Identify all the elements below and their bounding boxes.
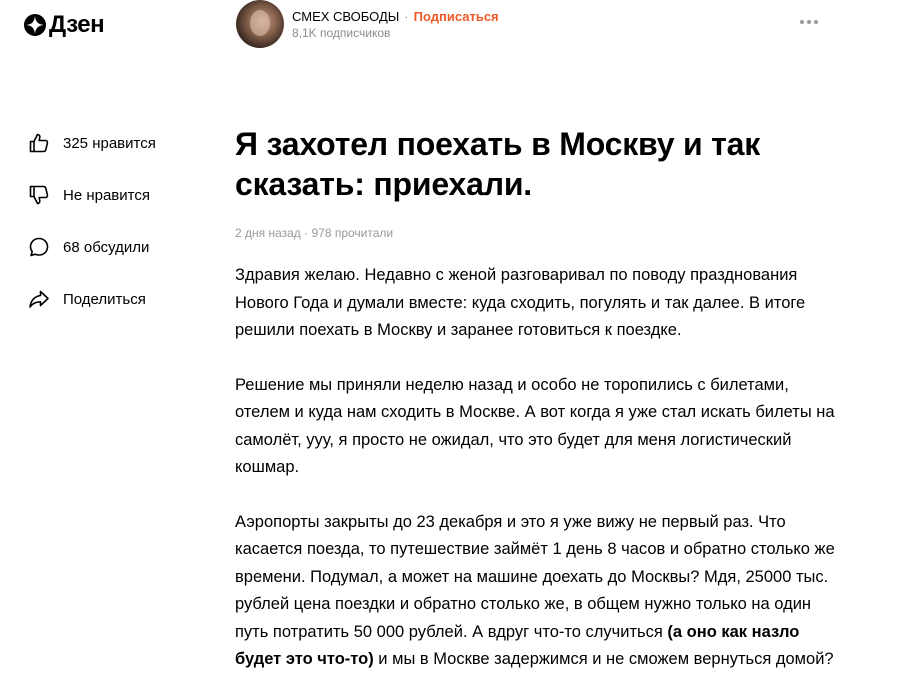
dislike-label: Не нравится <box>63 186 150 204</box>
more-dot-icon <box>814 20 818 24</box>
share-button[interactable] <box>27 285 156 313</box>
more-dot-icon <box>807 20 811 24</box>
thumbs-up-icon <box>27 131 51 155</box>
article-paragraph <box>235 509 845 674</box>
more-dot-icon <box>800 20 804 24</box>
subscribe-button[interactable]: Подписаться <box>413 9 499 24</box>
dzen-logo[interactable] <box>24 13 104 37</box>
paragraph-text: и мы в Москве задержимся и не сможем вернуться домой? <box>373 650 834 668</box>
article-title: Я захотел поехать в Москву и так сказать: приехали. <box>235 126 761 202</box>
comments-label: 68 обсудили <box>63 238 150 256</box>
article-meta: 2 дня назад · 978 прочитали <box>235 226 394 240</box>
channel-avatar[interactable] <box>236 0 284 48</box>
more-options-button[interactable] <box>800 20 818 24</box>
like-button[interactable] <box>27 129 156 157</box>
comments-button[interactable] <box>27 233 156 261</box>
logo-text: Дзен <box>49 11 105 38</box>
paragraph-bold-text: (а оно как назло будет это что-то) <box>235 622 800 668</box>
comment-bubble-icon <box>27 235 51 259</box>
like-label: 325 нравится <box>63 134 156 152</box>
share-label: Поделиться <box>63 290 146 308</box>
channel-name[interactable]: СМЕХ СВОБОДЫ <box>292 9 400 24</box>
share-arrow-icon <box>27 287 51 311</box>
paragraph-text: Аэропорты закрыты до 23 декабря и это я уже вижу не первый раз. Что касается поезда, то путешествие займёт 1 день 8 часов и обратно столько же времени. Подумал, а может на машине доехать до Москвы? Мдя, 25000 тыс. рублей цена поездки и обратно столько же, в общем нужно только на один путь потратить 50 000 рублей. А вдруг что-то случиться <box>235 512 835 641</box>
article-actions <box>27 129 156 337</box>
separator-dot: · <box>404 9 409 24</box>
article-body <box>235 124 845 674</box>
subscribers-count: 8,1K подписчиков <box>292 26 391 40</box>
article-paragraph: Решение мы приняли неделю назад и особо не торопились с билетами, отелем и куда нам сходить в Москве. А вот когда я уже стал искать билеты на самолёт, ууу, я просто не ожидал, что это будет для меня логистический кошмар. <box>235 375 835 476</box>
dzen-logo-icon <box>24 14 46 36</box>
dislike-button[interactable] <box>27 181 156 209</box>
thumbs-down-icon <box>27 183 51 207</box>
article-paragraph: Здравия желаю. Недавно с женой разговаривал по поводу празднования Нового Года и думали вместе: куда сходить, погулять и так далее. В итоге решили поехать в Москву и заранее готовиться к поездке. <box>235 266 806 339</box>
channel-info <box>292 9 499 40</box>
channel-header <box>236 0 499 48</box>
channel-row <box>292 9 499 24</box>
